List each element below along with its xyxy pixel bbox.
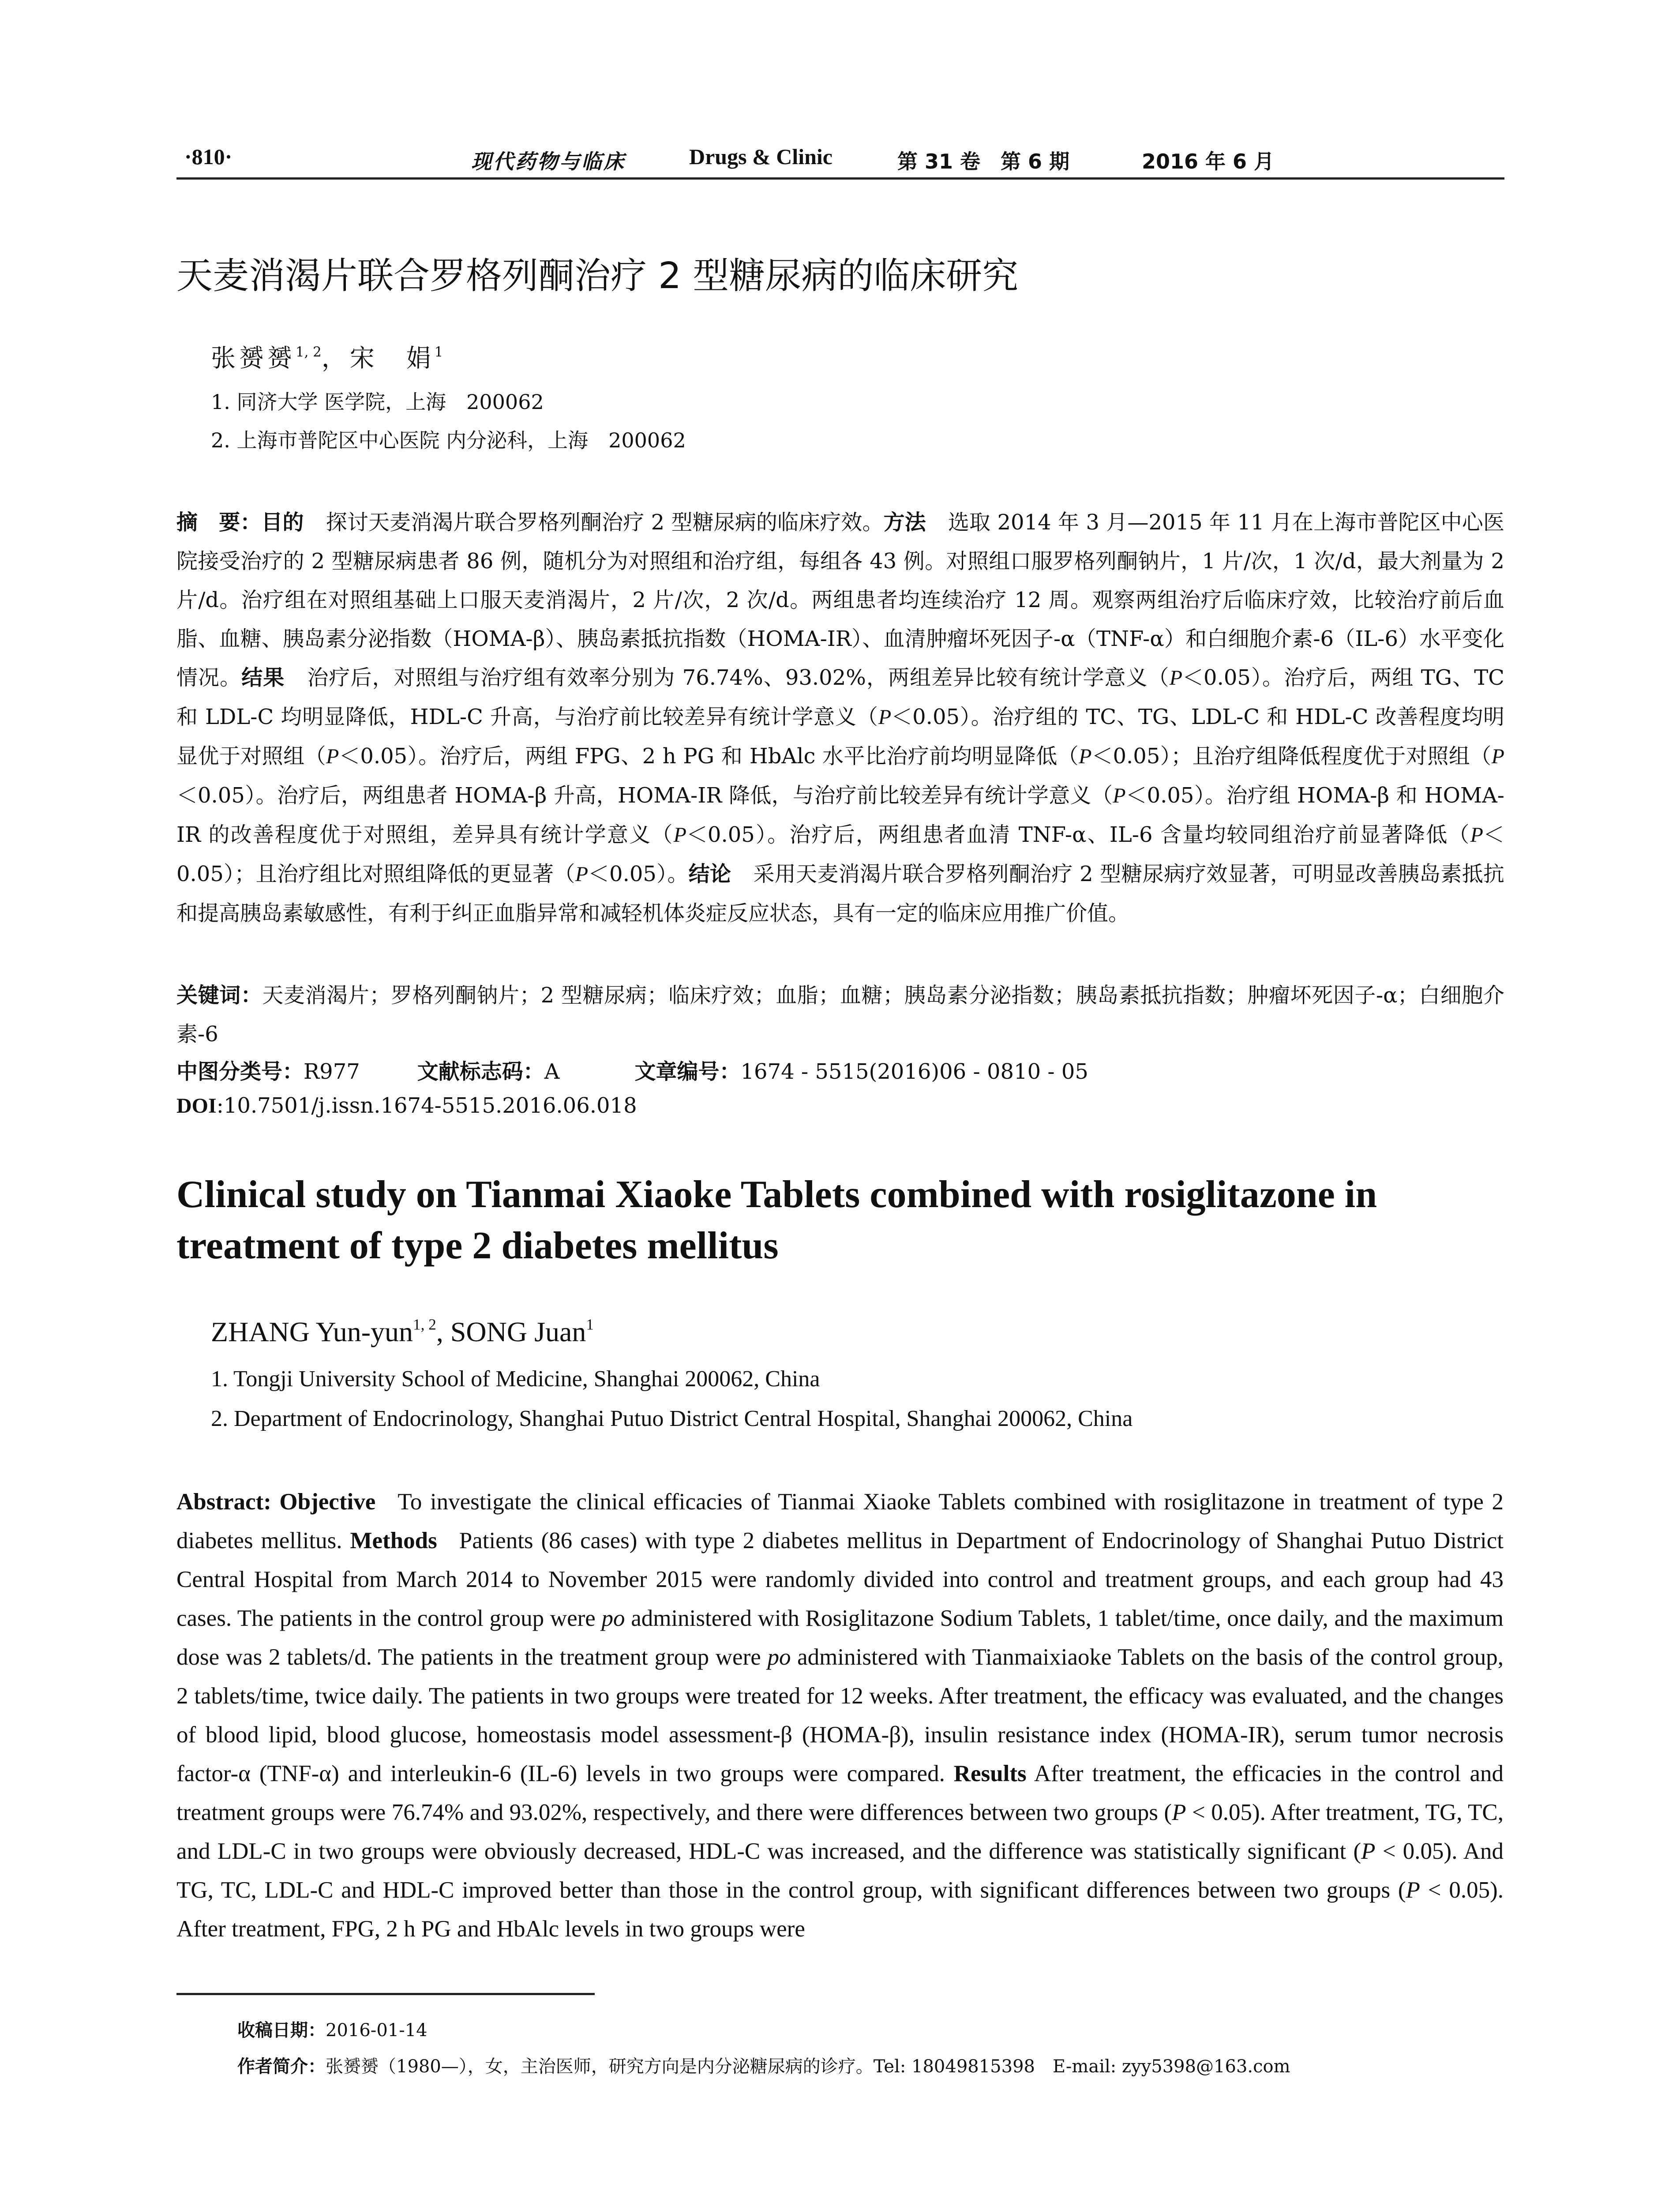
results-label-en: Results xyxy=(953,1761,1027,1786)
title-cn: 天麦消渴片联合罗格列酮治疗 2 型糖尿病的临床研究 xyxy=(176,255,1019,297)
authors-en xyxy=(211,1316,594,1348)
objective-label-cn: 目的 xyxy=(261,510,304,535)
keywords-text-cn: 天麦消渴片；罗格列酮钠片；2 型糖尿病；临床疗效；血脂；血糖；胰岛素分泌指数；胰岛素抵抗指数；肿瘤坏死因子-α；白细胞介素-6 xyxy=(176,983,1504,1047)
author-2-cn: 宋 娟 xyxy=(349,344,435,373)
author-1-cn: 张赟赟 xyxy=(211,344,296,373)
doi-label: DOI xyxy=(176,1094,217,1118)
author-separator-en: , xyxy=(436,1316,450,1347)
doi-line xyxy=(176,1093,637,1118)
author-2-affil-cn: 1 xyxy=(434,344,443,360)
running-header xyxy=(176,140,1504,180)
author-2-en: SONG Juan xyxy=(450,1316,586,1347)
bio-label: 作者简介： xyxy=(237,2056,326,2077)
objective-text-en: To investigate the clinical efficacies of Tianmai Xiaoke Tablets combined with rosiglitazone in treatment of type 2 diabetes mellitus. xyxy=(176,1489,1504,1553)
author-2-affil-en: 1 xyxy=(586,1316,594,1333)
methods-text-cn: 选取 2014 年 3 月—2015 年 11 月在上海市普陀区中心医院接受治疗的 2 型糖尿病患者 86 例，随机分为对照组和治疗组，每组各 43 例。对照组口服罗格列酮钠片，1 片/次，1 次/d，最大剂量为 2 片/d。治疗组在对照组基础上口服天麦消渴片，2 片/次，2 次/d。两组患者均连续治疗 12 周。观察两组治疗后临床疗效，比较治疗前后血脂、血糖、胰岛素分泌指数（HOMA-β）、胰岛素抵抗指数（HOMA-IR）、血清肿瘤坏死因子-α（TNF-α）和白细胞介素-6（IL-6）水平变化情况。 xyxy=(176,510,1504,690)
affiliation-en-2: 2. Department of Endocrinology, Shanghai Putuo District Central Hospital, Shanghai 200062, China xyxy=(211,1406,1133,1431)
bio-text: 张赟赟（1980—），女，主治医师，研究方向是内分泌糖尿病的诊疗。Tel: 18049815398 E-mail: zyy5398@163.com xyxy=(326,2056,1290,2077)
article-number-value: 1674 - 5515(2016)06 - 0810 - 05 xyxy=(740,1059,1088,1084)
methods-label-cn: 方法 xyxy=(883,510,926,535)
received-value: 2016-01-14 xyxy=(326,2020,428,2041)
volume-issue: 第 31 卷 第 6 期 xyxy=(897,150,1070,173)
methods-label-en: Methods xyxy=(350,1528,437,1553)
received-date-footnote xyxy=(237,2016,428,2041)
author-1-affil-en: 1, 2 xyxy=(413,1316,436,1333)
affiliation-cn-2: 2. 上海市普陀区中心医院 内分泌科，上海 200062 xyxy=(211,428,686,452)
doi-value: :10.7501/j.issn.1674-5515.2016.06.018 xyxy=(216,1093,637,1118)
abstract-label-en: Abstract: Objective xyxy=(176,1489,376,1515)
author-bio-footnote xyxy=(237,2052,1290,2078)
title-en: Clinical study on Tianmai Xiaoke Tablets combined with rosiglitazone in treatment of type 2 diabetes mellitus xyxy=(176,1173,1377,1267)
clc-value: R977 xyxy=(304,1059,360,1084)
clc-label: 中图分类号： xyxy=(176,1059,304,1084)
methods-text-en: Patients (86 cases) with type 2 diabetes mellitus in Department of Endocrinology of Shanghai Putuo District Central Hospital from March 2014 to November 2015 were randomly divided into control and treatment groups, and each group had 43 cases. The patients in the control group were po administered with Rosiglitazone Sodium Tablets, 1 tablet/time, once daily, and the maximum dose was 2 tablets/d. The patients in the treatment group were po administered with Tianmaixiaoke Tablets on the basis of the control group, 2 tablets/time, twice daily. The patients in two groups were treated for 12 weeks. After treatment, the efficacy was evaluated, and the changes of blood lipid, blood glucose, homeostasis model assessment-β (HOMA-β), insulin resistance index (HOMA-IR), serum tumor necrosis factor-α (TNF-α) and interleukin-6 (IL-6) levels in two groups were compared. xyxy=(176,1528,1504,1786)
journal-name-cn: 现代药物与临床 xyxy=(471,150,626,173)
page-number: ·810· xyxy=(184,144,232,169)
doc-code-label: 文献标志码： xyxy=(417,1059,544,1084)
abstract-label-cn: 摘 要： xyxy=(176,510,262,535)
objective-text-cn: 探讨天麦消渴片联合罗格列酮治疗 2 型糖尿病的临床疗效。 xyxy=(326,510,884,535)
abstract-cn xyxy=(176,503,1504,933)
footnote-divider xyxy=(176,1993,595,1995)
results-label-cn: 结果 xyxy=(241,665,285,690)
results-text-en: After treatment, the efficacies in the control and treatment groups were 76.74% and 93.02%, respectively, and there were differences between two groups (P < 0.05). After treatment, TG, TC, and LDL-C in two groups were obviously decreased, HDL-C was increased, and the difference was statistically significant (P < 0.05). And TG, TC, LDL-C and HDL-C improved better than those in the control group, with significant differences between two groups (P < 0.05). After treatment, FPG, 2 h PG and HbAlc levels in two groups were xyxy=(176,1761,1504,1942)
affiliation-cn-1: 1. 同济大学 医学院，上海 200062 xyxy=(211,390,544,414)
keywords-label-cn: 关键词： xyxy=(176,983,262,1008)
results-text-cn: 治疗后，对照组与治疗组有效率分别为 76.74%、93.02%，两组差异比较有统计学意义（P＜0.05）。治疗后，两组 TG、TC 和 LDL-C 均明显降低，HDL-C 升高，与治疗前比较差异有统计学意义（P＜0.05）。治疗组的 TC、TG、LDL-C 和 HDL-C 改善程度均明显优于对照组（P＜0.05）。治疗后，两组 FPG、2 h PG 和 HbAlc 水平比治疗前均明显降低（P＜0.05）；且治疗组降低程度优于对照组（P＜0.05）。治疗后，两组患者 HOMA-β 升高，HOMA-IR 降低，与治疗前比较差异有统计学意义（P＜0.05）。治疗组 HOMA-β 和 HOMA-IR 的改善程度优于对照组，差异具有统计学意义（P＜0.05）。治疗后，两组患者血清 TNF-α、IL-6 含量均较同组治疗前显著降低（P＜0.05）；且治疗组比对照组降低的更显著（P＜0.05）。 xyxy=(176,665,1505,886)
author-1-affil-cn: 1, 2 xyxy=(296,344,322,360)
received-label: 收稿日期： xyxy=(237,2020,326,2041)
author-1-en: ZHANG Yun-yun xyxy=(211,1316,413,1347)
abstract-en xyxy=(176,1482,1504,1948)
classification-line xyxy=(176,1054,1088,1085)
author-separator-cn: ， xyxy=(321,344,350,373)
conclusion-label-cn: 结论 xyxy=(688,862,731,886)
keywords-cn xyxy=(176,976,1504,1054)
affiliation-en-1: 1. Tongji University School of Medicine, Shanghai 200062, China xyxy=(211,1366,820,1392)
issue-date: 2016 年 6 月 xyxy=(1142,150,1275,173)
authors-cn xyxy=(211,339,443,374)
conclusion-text-cn: 采用天麦消渴片联合罗格列酮治疗 2 型糖尿病疗效显著，可明显改善胰岛素抵抗和提高胰岛素敏感性，有利于纠正血脂异常和减轻机体炎症反应状态，具有一定的临床应用推广价值。 xyxy=(176,862,1504,926)
doc-code-value: A xyxy=(544,1059,560,1084)
journal-name-en: Drugs & Clinic xyxy=(689,144,832,169)
article-number-label: 文章编号： xyxy=(634,1059,741,1084)
